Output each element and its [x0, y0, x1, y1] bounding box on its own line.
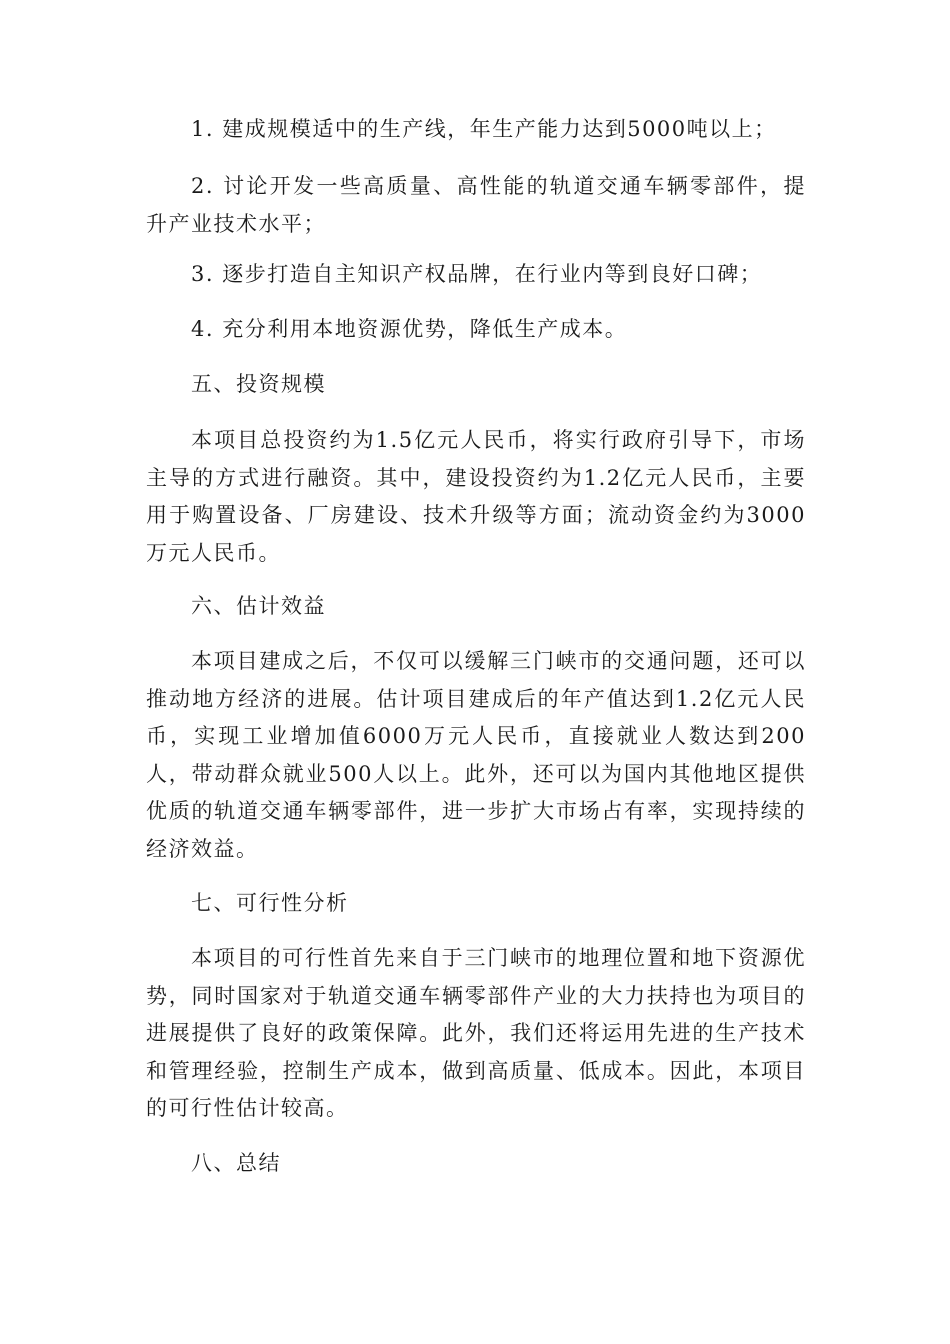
section-5-body: 本项目总投资约为1.5亿元人民币，将实行政府引导下，市场主导的方式进行融资。其中，建设投资约为1.2亿元人民币，主要用于购置设备、厂房建设、技术升级等方面；流动资金约为3000万元人民币。	[146, 428, 806, 565]
list-item-3: 3. 逐步打造自主知识产权品牌，在行业内等到良好口碑；	[191, 262, 763, 286]
section-5-heading: 五、投资规模	[191, 372, 326, 396]
list-item-1: 1. 建成规模适中的生产线，年生产能力达到5000吨以上；	[191, 117, 777, 141]
list-item-2: 2. 讨论开发一些高质量、高性能的轨道交通车辆零部件，提升产业技术水平；	[146, 174, 806, 236]
section-7-heading: 七、可行性分析	[191, 891, 349, 915]
section-6-heading: 六、估计效益	[191, 594, 326, 618]
list-item-4: 4. 充分利用本地资源优势，降低生产成本。	[191, 317, 628, 341]
section-8-heading: 八、总结	[191, 1151, 281, 1175]
section-6-body: 本项目建成之后，不仅可以缓解三门峡市的交通问题，还可以推动地方经济的进展。估计项目建成后的年产值达到1.2亿元人民币，实现工业增加值6000万元人民币，直接就业人数达到200人，带动群众就业500人以上。此外，还可以为国内其他地区提供优质的轨道交通车辆零部件，进一步扩大市场占有率，实现持续的经济效益。	[146, 649, 806, 861]
section-7-body: 本项目的可行性首先来自于三门峡市的地理位置和地下资源优势，同时国家对于轨道交通车辆零部件产业的大力扶持也为项目的进展提供了良好的政策保障。此外，我们还将运用先进的生产技术和管理经验，控制生产成本，做到高质量、低成本。因此，本项目的可行性估计较高。	[146, 946, 806, 1120]
